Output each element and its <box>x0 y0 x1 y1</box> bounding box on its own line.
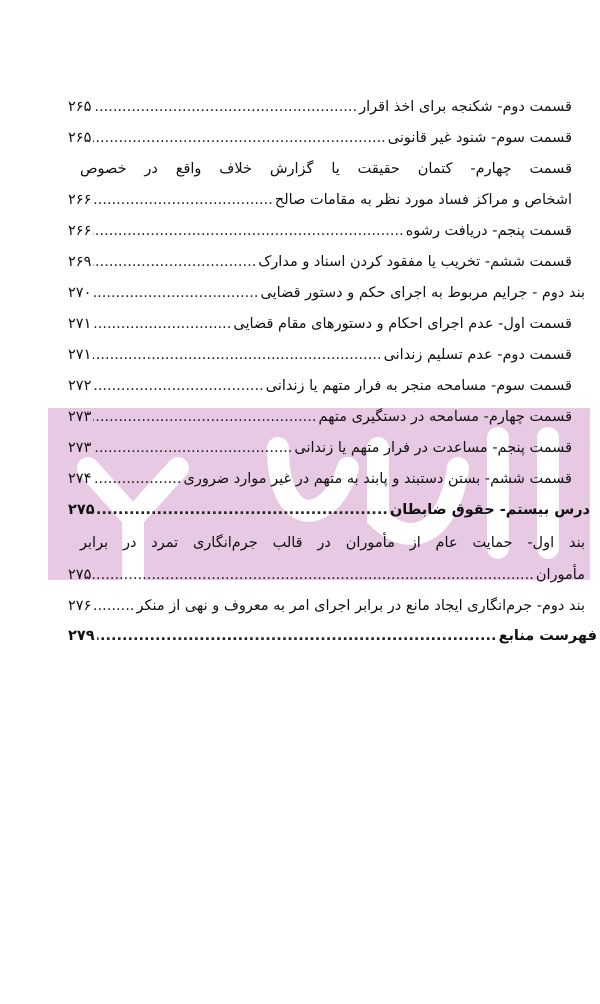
page-number: ۲۷۳ <box>68 409 92 425</box>
entry-title: قسمت پنجم- دریافت رشوه <box>405 223 572 239</box>
entry-title: بند دوم - جرایم مربوط به اجرای حکم و دستور قضایی <box>260 285 585 301</box>
dot-leader <box>93 123 385 154</box>
page-number: ۲۷۶ <box>68 598 92 614</box>
page-number: ۲۷۲ <box>68 378 92 394</box>
toc-entry[interactable] <box>68 591 585 622</box>
toc-entry[interactable] <box>68 247 572 278</box>
toc-entry[interactable] <box>68 340 572 371</box>
dot-leader <box>93 92 357 123</box>
entry-title: مأموران <box>535 567 585 583</box>
entry-title: قسمت پنجم- مساعدت در فرار متهم یا زندانی <box>294 440 572 456</box>
entry-title: قسمت چهارم- مسامحه در دستگیری متهم <box>318 409 572 425</box>
toc-entry[interactable] <box>68 371 572 402</box>
toc-entry[interactable] <box>68 185 572 216</box>
dot-leader <box>97 621 497 652</box>
page-number: ۲۷۴ <box>68 471 92 487</box>
page-number: ۲۶۵ <box>68 130 92 146</box>
dot-leader <box>93 402 316 433</box>
dot-leader <box>93 278 258 309</box>
toc-entry[interactable] <box>68 433 572 464</box>
entry-title: قسمت دوم- شکنجه برای اخذ اقرار <box>359 99 572 115</box>
dot-leader <box>93 247 256 278</box>
toc-entry-line1[interactable]: قسمت چهارم- کتمان حقیقت یا گزارش خلاف واقع در خصوص <box>80 161 572 177</box>
toc-entry[interactable] <box>68 464 572 495</box>
dot-leader <box>97 495 388 526</box>
page-number: ۲۷۹ <box>68 628 95 644</box>
page-number: ۲۶۵ <box>68 99 92 115</box>
page-number: ۲۷۱ <box>68 347 92 363</box>
entry-title: درس بیستم- حقوق ضابطان <box>389 502 590 518</box>
dot-leader <box>93 309 231 340</box>
toc-entry[interactable] <box>68 560 585 591</box>
toc-entry[interactable] <box>68 309 572 340</box>
entry-title: قسمت اول- عدم اجرای احکام و دستورهای مقام قضایی <box>233 316 572 332</box>
toc-entry[interactable] <box>68 123 572 154</box>
entry-title: قسمت ششم- بستن دستبند و پابند به متهم در غیر موارد ضروری <box>183 471 572 487</box>
page-number: ۲۶۶ <box>68 223 92 239</box>
page-number: ۲۶۶ <box>68 192 92 208</box>
toc-entry[interactable] <box>68 92 572 123</box>
toc-bibliography-entry[interactable] <box>68 621 597 652</box>
dot-leader <box>93 340 381 371</box>
toc-entry-line1[interactable]: بند اول- حمایت عام از مأموران در قالب جرم‌انگاری تمرد در برابر <box>80 535 585 551</box>
entry-title: فهرست منابع <box>498 628 597 644</box>
dot-leader <box>93 464 181 495</box>
entry-title: قسمت سوم- شنود غیر قانونی <box>387 130 572 146</box>
toc-entry[interactable] <box>68 278 585 309</box>
dot-leader <box>93 560 534 591</box>
toc-entry[interactable] <box>68 216 572 247</box>
page-number: ۲۷۱ <box>68 316 92 332</box>
toc-chapter-entry[interactable] <box>68 495 590 526</box>
page-number: ۲۷۰ <box>68 285 92 301</box>
entry-title: بند دوم- جرم‌انگاری ایجاد مانع در برابر اجرای امر به معروف و نهی از منکر <box>136 598 585 614</box>
toc-entry[interactable] <box>68 402 572 433</box>
dot-leader <box>93 433 292 464</box>
entry-title: قسمت دوم- عدم تسلیم زندانی <box>383 347 572 363</box>
dot-leader <box>93 216 403 247</box>
dot-leader <box>93 185 273 216</box>
entry-title: قسمت ششم- تخریب یا مفقود کردن اسناد و مدارک <box>258 254 572 270</box>
page-number: ۲۷۵ <box>68 567 92 583</box>
page-number: ۲۷۳ <box>68 440 92 456</box>
dot-leader <box>93 591 134 622</box>
entry-title: اشخاص و مراکز فساد مورد نظر به مقامات صالح <box>274 192 572 208</box>
dot-leader <box>93 371 263 402</box>
entry-title: قسمت سوم- مسامحه منجر به فرار متهم یا زندانی <box>265 378 572 394</box>
page-number: ۲۷۵ <box>68 502 95 518</box>
page-number: ۲۶۹ <box>68 254 92 270</box>
